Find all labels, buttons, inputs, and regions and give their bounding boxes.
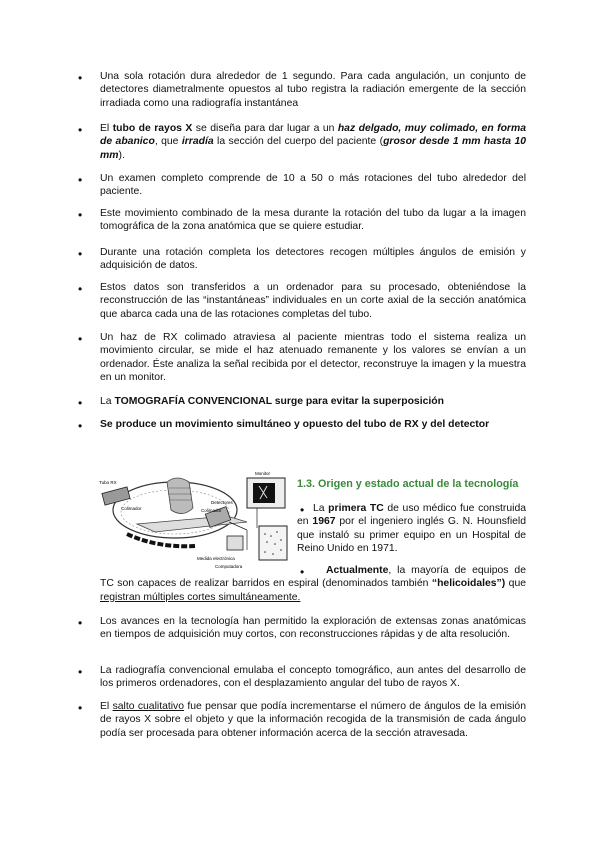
bullet-glyph: •	[78, 208, 83, 222]
bullet-glyph: •	[78, 616, 83, 630]
text-run: de uso médico fue construida en	[297, 503, 527, 528]
bullet-item	[100, 331, 526, 385]
bullet-glyph: •	[78, 419, 83, 433]
bullet-glyph: •	[78, 123, 83, 137]
bullet-item	[100, 122, 526, 162]
label-collimator-1: Colimador	[121, 506, 142, 511]
text-run: 1967	[312, 516, 336, 528]
bullet-glyph: •	[300, 565, 305, 579]
text-run: La	[313, 503, 329, 514]
text-run: salto cualitativo	[112, 701, 185, 712]
text-run: Una sola rotación dura alrededor de 1 segundo. Para cada angulación, un conjunto de detectores diametralmente opuestos al tubo registra la radiación emergente de la sección irradiada como una radiografía instantánea	[100, 71, 526, 109]
electronics-box	[227, 536, 243, 550]
text-run: que	[505, 578, 526, 590]
computer-box	[259, 526, 287, 560]
bullet-item	[100, 281, 526, 321]
text-run: irradía	[181, 136, 214, 148]
text-run: La	[100, 396, 115, 407]
label-detectors: Detectores	[211, 500, 233, 505]
bullet-glyph: •	[78, 71, 83, 85]
text-run: por el ingeniero inglés G. N. Hounsfield que instaló su primer equipo en un Hospital de Reino Unido en 1971.	[297, 516, 526, 555]
label-collimator-2: Colimador	[201, 508, 222, 513]
paragraph-first-tc	[297, 502, 526, 556]
text-run: surge para evitar la superposición	[271, 396, 444, 407]
bullet-item	[100, 418, 526, 431]
text-run: haz delgado, muy colimado, en forma de abanico	[100, 123, 526, 148]
bullet-item	[100, 172, 526, 199]
bullet-item	[100, 664, 526, 691]
bullet-glyph: •	[78, 247, 83, 261]
bullet-item	[100, 207, 526, 234]
label-electronics: Medida electrónica	[197, 556, 235, 561]
text-run: El	[100, 123, 113, 134]
text-run: TOMOGRAFÍA CONVENCIONAL	[114, 396, 272, 407]
text-run: La radiografía convencional emulaba el concepto tomográfico, aun antes del desarrollo de los primeros ordenadores, con el desplazamiento angular del tubo de rayos X.	[100, 665, 526, 690]
label-computer: Computadora	[215, 564, 243, 569]
text-run: Un examen completo comprende de 10 a 50 o más rotaciones del tubo alrededor del paciente.	[100, 173, 526, 198]
text-run: grosor desde 1 mm hasta 10 mm	[100, 136, 527, 161]
text-run: ).	[118, 149, 125, 161]
text-run: Actualmente	[326, 565, 389, 576]
text-run: Estos datos son transferidos a un ordenador para su procesado, obteniéndose la reconstrucción de las “instantáneas” individuales en un corte axial de la sección anatómica que abarca cada una de las rotaciones completas del tubo.	[100, 282, 526, 320]
bullet-glyph: •	[78, 396, 83, 410]
bullet-item	[100, 246, 526, 273]
bullet-item	[100, 615, 526, 642]
label-tube: Tubo RX	[99, 480, 117, 485]
text-run: se diseña para dar lugar a un	[192, 123, 338, 134]
text-run: fue pensar que podía incrementarse el número de ángulos de la emisión de rayos X sobre el objeto y que la información recogida de la transmisión de cada ángulo podía ser procesada para obtener información acerca de la sección atravesada.	[100, 701, 526, 739]
bullet-glyph: •	[78, 701, 83, 715]
text-run: tubo de rayos X	[112, 123, 193, 134]
text-run: , que	[154, 136, 182, 148]
text-run: Durante una rotación completa los detectores recogen múltiples ángulos de emisión y adquisición de datos.	[100, 247, 526, 272]
bullet-glyph: •	[78, 282, 83, 296]
ct-scanner-figure	[97, 468, 293, 572]
bullet-item	[100, 700, 526, 740]
text-run: El	[100, 701, 113, 712]
paragraph-actualmente	[100, 564, 526, 604]
text-run: primera TC	[328, 503, 384, 514]
bullet-item	[100, 395, 526, 408]
section-heading: 1.3. Origen y estado actual de la tecnología	[297, 478, 519, 490]
bullet-item	[100, 70, 526, 110]
bullet-glyph: •	[78, 173, 83, 187]
text-run: Se produce un movimiento simultáneo y opuesto del tubo de RX y del detector	[100, 419, 490, 430]
text-run: “helicoidales”)	[431, 578, 506, 590]
patient-shape	[167, 478, 193, 514]
bullet-glyph: •	[78, 332, 83, 346]
label-monitor: Monitor	[255, 471, 271, 476]
text-run: la sección del cuerpo del paciente (	[213, 136, 384, 148]
bullet-glyph: •	[78, 665, 83, 679]
text-run: Un haz de RX colimado atraviesa al paciente mientras todo el sistema realiza un movimiento circular, se mide el haz atenuado remanente y los valores se envían a un ordenador. Éste analiza la señal recibida por el detector, reconstruye la imagen y la muestra en un monitor.	[100, 332, 526, 384]
text-run: , la mayoría de equipos de TC son capaces de realizar barridos en espiral (denominados también	[100, 565, 526, 590]
bullet-glyph: •	[300, 503, 305, 517]
text-run: registran múltiples cortes simultáneamente.	[100, 591, 301, 603]
text-run: Los avances en la tecnología han permitido la exploración de extensas zonas anatómicas en tiempos de adquisición muy cortos, con reconstrucciones rápidas y de alta resolución.	[100, 616, 526, 641]
text-run: Este movimiento combinado de la mesa durante la rotación del tubo da lugar a la imagen tomográfica de la zona anatómica que se quiere estudiar.	[100, 208, 526, 233]
